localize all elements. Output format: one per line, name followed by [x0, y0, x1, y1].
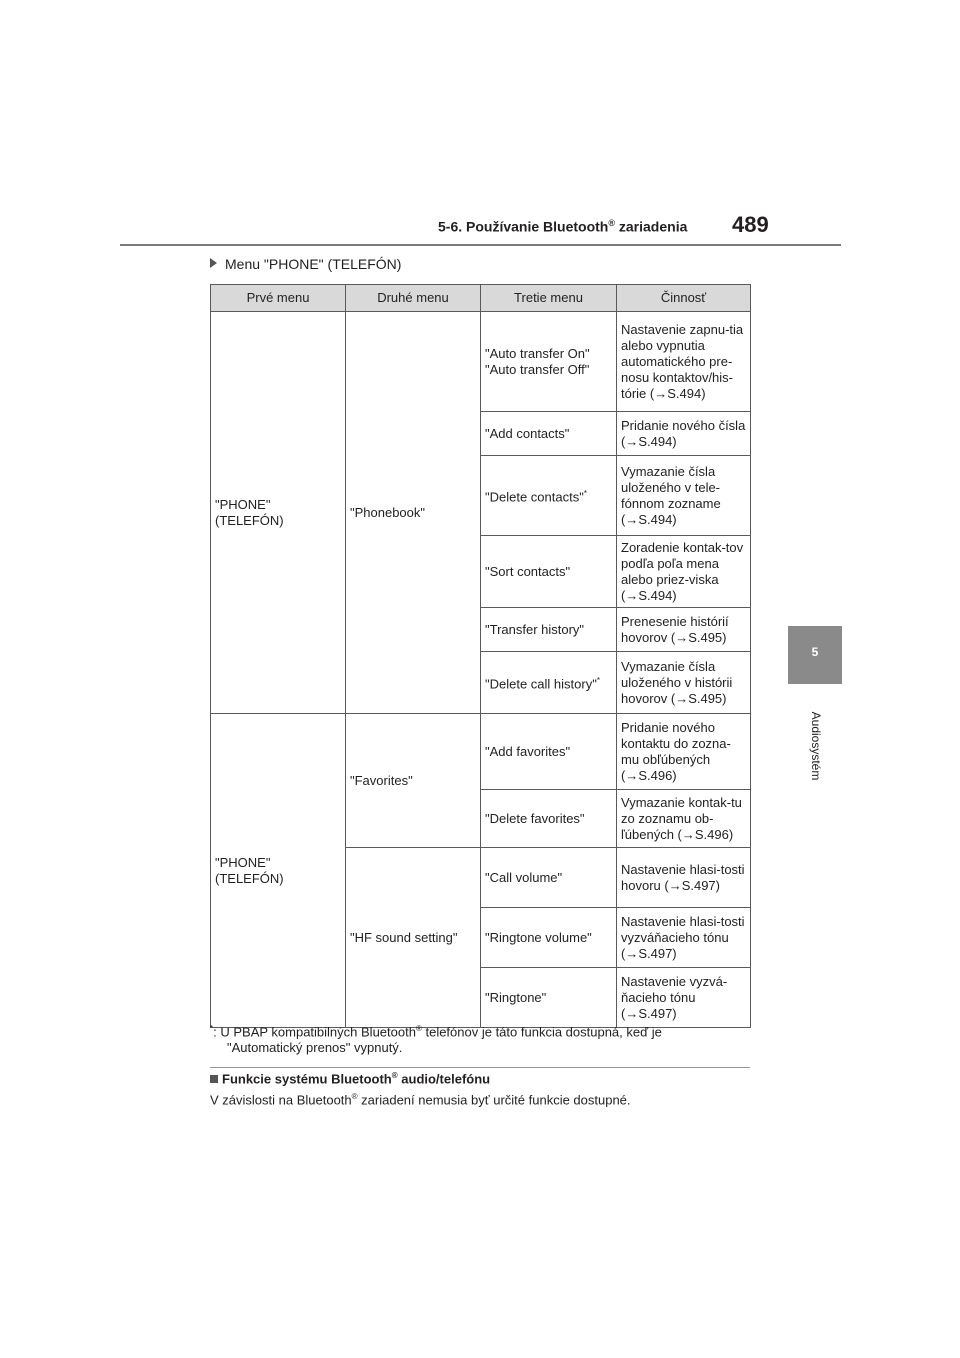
action-cell: Pridanie nového čísla (→S.494) [617, 412, 751, 456]
third-menu-cell: "Delete call history"* [481, 652, 617, 714]
page-number: 489 [732, 212, 769, 237]
menu-heading: Menu "PHONE" (TELEFÓN) [210, 256, 401, 272]
page-header [0, 0, 960, 250]
action-cell: Nastavenie hlasi-tosti vyzváňacieho tónu (→S.497) [617, 908, 751, 968]
header-cell: Tretie menu [481, 285, 617, 312]
chapter-side-label: Audiosystém [809, 711, 823, 781]
action-cell: Zoradenie kontak-tov podľa poľa mena alebo priez-viska (→S.494) [617, 536, 751, 608]
third-menu-cell: "Call volume" [481, 848, 617, 908]
action-cell: Prenesenie histórií hovorov (→S.495) [617, 608, 751, 652]
subsection-heading: Funkcie systému Bluetooth® audio/telefónu [210, 1071, 490, 1086]
action-cell: Nastavenie hlasi-tosti hovoru (→S.497) [617, 848, 751, 908]
second-menu-cell: "Phonebook" [346, 312, 481, 714]
third-menu-cell: "Transfer history" [481, 608, 617, 652]
third-menu-cell: "Ringtone volume" [481, 908, 617, 968]
third-menu-cell: "Sort contacts" [481, 536, 617, 608]
header-cell: Prvé menu [211, 285, 346, 312]
header-cell: Činnosť [617, 285, 751, 312]
third-menu-cell: "Add favorites" [481, 714, 617, 790]
chapter-tab: 5 [788, 626, 842, 684]
table-header-row [211, 285, 751, 312]
action-cell: Vymazanie čísla uloženého v tele-fónnom zozname (→S.494) [617, 456, 751, 536]
action-cell: Vymazanie čísla uloženého v histórii hovorov (→S.495) [617, 652, 751, 714]
second-menu-cell: "Favorites" [346, 714, 481, 848]
first-menu-cell: "PHONE" (TELEFÓN) [211, 714, 346, 1028]
action-cell: Vymazanie kontak-tu zo zoznamu ob-ľúbených (→S.496) [617, 790, 751, 848]
subsection-rule [210, 1067, 750, 1068]
action-cell: Nastavenie vyzvá-ňacieho tónu (→S.497) [617, 968, 751, 1028]
section-title: 5-6. Používanie Bluetooth® zariadenia [438, 218, 688, 235]
second-menu-cell: "HF sound setting" [346, 848, 481, 1028]
square-bullet-icon [210, 1075, 218, 1083]
third-menu-cell: "Ringtone" [481, 968, 617, 1028]
action-cell: Pridanie nového kontaktu do zozna-mu obľúbených (→S.496) [617, 714, 751, 790]
action-cell: Nastavenie zapnu-tia alebo vypnutia automatického pre-nosu kontaktov/his-tórie (→S.494) [617, 312, 751, 412]
header-cell: Druhé menu [346, 285, 481, 312]
first-menu-cell: "PHONE" (TELEFÓN) [211, 312, 346, 714]
subsection-body: V závislosti na Bluetooth® zariadení nemusia byť určité funkcie dostupné. [210, 1092, 631, 1108]
third-menu-cell: "Delete favorites" [481, 790, 617, 848]
table-footnote: *: U PBAP kompatibilných Bluetooth® telefónov je táto funkcia dostupná, keď je "Automatický prenos" vypnutý. [210, 1024, 662, 1056]
header-rule [120, 244, 841, 246]
phone-menu-table [210, 284, 751, 1028]
table-row [211, 312, 751, 412]
triangle-bullet-icon [210, 258, 217, 268]
table-row [211, 714, 751, 790]
third-menu-cell: "Delete contacts"* [481, 456, 617, 536]
third-menu-cell: "Auto transfer On" "Auto transfer Off" [481, 312, 617, 412]
third-menu-cell: "Add contacts" [481, 412, 617, 456]
